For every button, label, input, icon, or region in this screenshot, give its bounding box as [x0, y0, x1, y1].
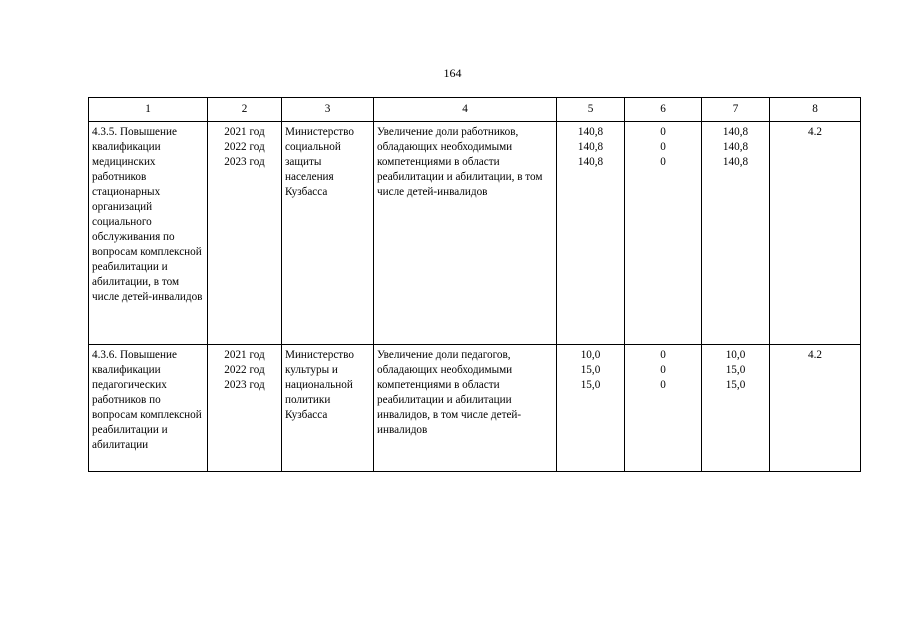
- col5-cell: [557, 122, 625, 345]
- result-cell: Увеличение доли работников, обладающих необходимыми компетенциями в области реабилитации и абилитации, в том числе детей-инвалидов: [374, 122, 557, 345]
- header-col-5: 5: [557, 98, 625, 122]
- col7-value: 140,8: [722, 141, 749, 153]
- col6-value: 0: [660, 379, 666, 391]
- year-value: 2022 год: [224, 141, 265, 153]
- col6-cell: [625, 345, 702, 472]
- header-col-7: 7: [702, 98, 770, 122]
- table-row: [89, 122, 861, 345]
- col7-value: 15,0: [725, 379, 746, 391]
- header-col-8: 8: [770, 98, 861, 122]
- program-table: [88, 97, 861, 472]
- col5-value: 15,0: [580, 379, 601, 391]
- col8-cell: 4.2: [770, 122, 861, 345]
- executor-cell: Министерство социальной защиты населения Кузбасса: [282, 122, 374, 345]
- col6-value: 0: [660, 364, 666, 376]
- col5-value: 140,8: [577, 126, 604, 138]
- page-number: 164: [443, 66, 462, 80]
- col6-cell: [625, 122, 702, 345]
- years-cell: [208, 345, 282, 472]
- col5-value: 140,8: [577, 141, 604, 153]
- measure-cell: 4.3.6. Повышение квалификации педагогических работников по вопросам комплексной реабилитации и абилитации: [89, 345, 208, 472]
- col7-cell: [702, 122, 770, 345]
- col7-value: 15,0: [725, 364, 746, 376]
- year-value: 2022 год: [224, 364, 265, 376]
- col5-value: 15,0: [580, 364, 601, 376]
- result-cell: Увеличение доли педагогов, обладающих необходимыми компетенциями в области реабилитации и абилитации инвалидов, в том числе детей-инвалидов: [374, 345, 557, 472]
- header-col-6: 6: [625, 98, 702, 122]
- year-value: 2021 год: [224, 349, 265, 361]
- col6-value: 0: [660, 141, 666, 153]
- col5-value: 140,8: [577, 156, 604, 168]
- years-cell: [208, 122, 282, 345]
- year-value: 2023 год: [224, 379, 265, 391]
- header-col-2: 2: [208, 98, 282, 122]
- year-value: 2023 год: [224, 156, 265, 168]
- col7-value: 140,8: [722, 156, 749, 168]
- measure-cell: 4.3.5. Повышение квалификации медицинских работников стационарных организаций социального обслуживания по вопросам комплексной реабилитации и абилитации, в том числе детей-инвалидов: [89, 122, 208, 345]
- header-row: [89, 98, 861, 122]
- col6-value: 0: [660, 126, 666, 138]
- year-value: 2021 год: [224, 126, 265, 138]
- col5-value: 10,0: [580, 349, 601, 361]
- col7-value: 140,8: [722, 126, 749, 138]
- header-col-1: 1: [89, 98, 208, 122]
- executor-cell: Министерство культуры и национальной политики Кузбасса: [282, 345, 374, 472]
- col7-cell: [702, 345, 770, 472]
- col6-value: 0: [660, 349, 666, 361]
- col8-cell: 4.2: [770, 345, 861, 472]
- header-col-4: 4: [374, 98, 557, 122]
- table-row: [89, 345, 861, 472]
- header-col-3: 3: [282, 98, 374, 122]
- col7-value: 10,0: [725, 349, 746, 361]
- col6-value: 0: [660, 156, 666, 168]
- col5-cell: [557, 345, 625, 472]
